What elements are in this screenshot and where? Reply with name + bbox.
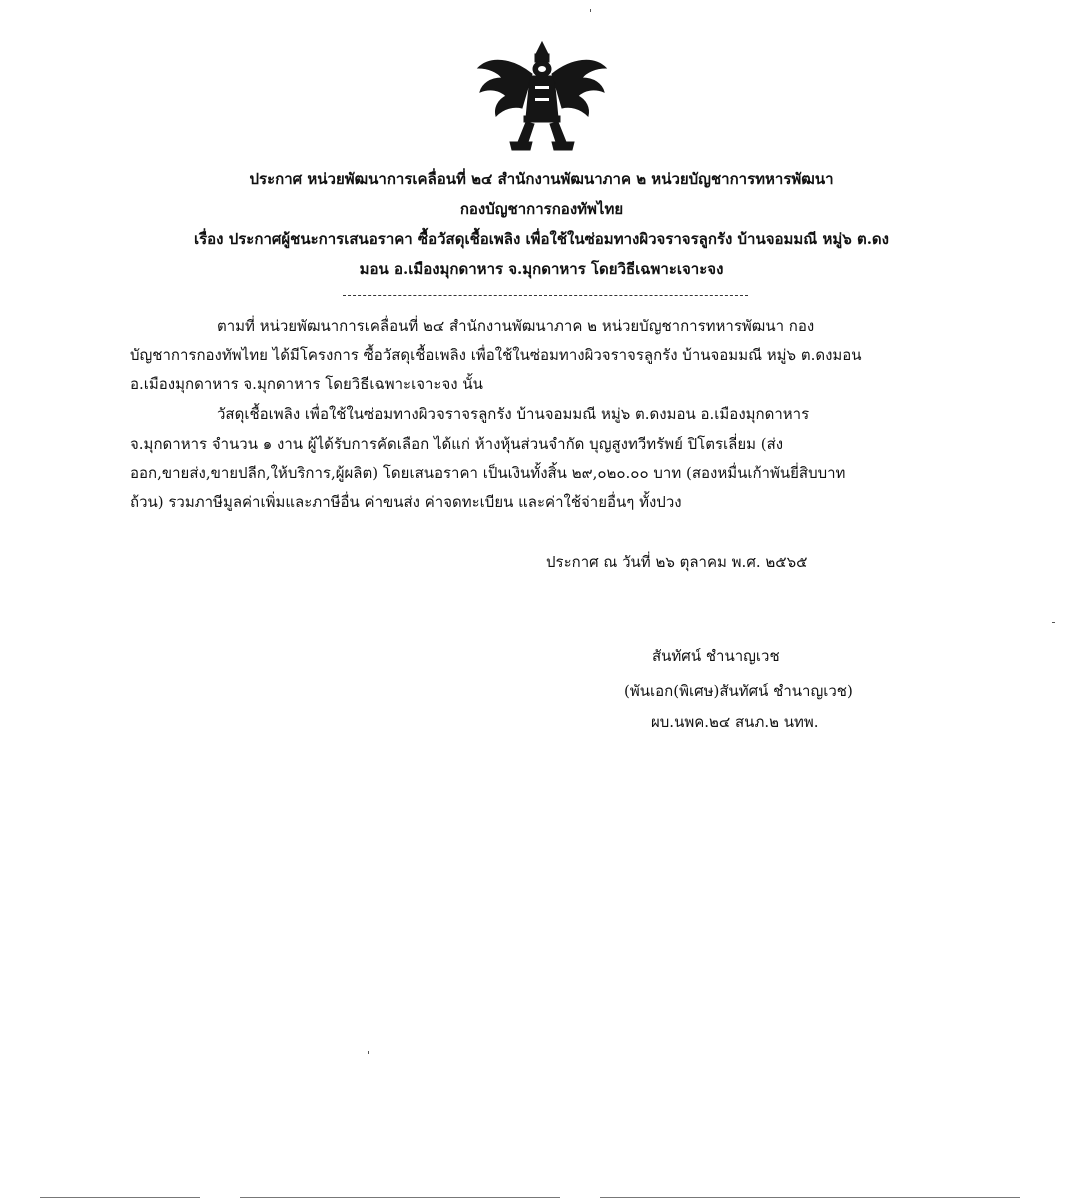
heading-divider [343, 295, 748, 296]
body-paragraph-1-line-1: ตามที่ หน่วยพัฒนาการเคลื่อนที่ ๒๔ สำนักงานพัฒนาภาค ๒ หน่วยบัญชาการทหารพัฒนา กอง [217, 317, 815, 335]
body-paragraph-2-line-4: ถ้วน) รวมภาษีมูลค่าเพิ่มและภาษีอื่น ค่าขนส่ง ค่าจดทะเบียน และค่าใช้จ่ายอื่นๆ ทั้งปวง [130, 493, 682, 511]
scan-speck [1052, 622, 1055, 623]
page-bottom-edge [240, 1197, 560, 1198]
body-paragraph-2-line-2: จ.มุกดาหาร จำนวน ๑ งาน ผู้ได้รับการคัดเลือก ได้แก่ ห้างหุ้นส่วนจำกัด บุญสูงทวีทรัพย์ ปิโตรเลี่ยม (ส่ง [130, 435, 784, 453]
page-bottom-edge [600, 1197, 1020, 1198]
signatory-full-name: (พันเอก(พิเศษ)สันทัศน์ ชำนาญเวช) [624, 682, 853, 700]
body-paragraph-1-line-2: บัญชาการกองทัพไทย ได้มีโครงการ ซื้อวัสดุเชื้อเพลิง เพื่อใช้ในซ่อมทางผิวจราจรลูกรัง บ้านจอมมณี หมู่๖ ต.ดงมอน [130, 346, 862, 364]
heading-line-1: ประกาศ หน่วยพัฒนาการเคลื่อนที่ ๒๔ สำนักงานพัฒนาภาค ๒ หน่วยบัญชาการทหารพัฒนา [249, 170, 834, 188]
announcement-date: ประกาศ ณ วันที่ ๒๖ ตุลาคม พ.ศ. ๒๕๖๕ [546, 553, 808, 571]
body-paragraph-1-line-3: อ.เมืองมุกดาหาร จ.มุกดาหาร โดยวิธีเฉพาะเจาะจง นั้น [130, 375, 483, 393]
signatory-position: ผบ.นพค.๒๔ สนภ.๒ นทพ. [651, 713, 819, 731]
page-bottom-edge [40, 1197, 200, 1198]
subject-line-2: มอน อ.เมืองมุกดาหาร จ.มุกดาหาร โดยวิธีเฉพาะเจาะจง [359, 260, 724, 278]
subject-line-1: เรื่อง ประกาศผู้ชนะการเสนอราคา ซื้อวัสดุเชื้อเพลิง เพื่อใช้ในซ่อมทางผิวจราจรลูกรัง บ้านจอมมณี หมู่๖ ต.ดง [193, 230, 889, 248]
scan-speck [590, 9, 591, 12]
scan-speck [368, 1051, 369, 1054]
body-paragraph-2-line-1: วัสดุเชื้อเพลิง เพื่อใช้ในซ่อมทางผิวจราจรลูกรัง บ้านจอมมณี หมู่๖ ต.ดงมอน อ.เมืองมุกดาหาร [217, 405, 810, 423]
garuda-emblem [472, 38, 612, 156]
signed-name: สันทัศน์ ชำนาญเวช [652, 647, 780, 665]
body-paragraph-2-line-3: ออก,ขายส่ง,ขายปลีก,ให้บริการ,ผู้ผลิต) โดยเสนอราคา เป็นเงินทั้งสิ้น ๒๙,๐๒๐.๐๐ บาท (สองหมื่นเก้าพันยี่สิบบาท [130, 464, 846, 482]
heading-line-2: กองบัญชาการกองทัพไทย [459, 200, 624, 218]
